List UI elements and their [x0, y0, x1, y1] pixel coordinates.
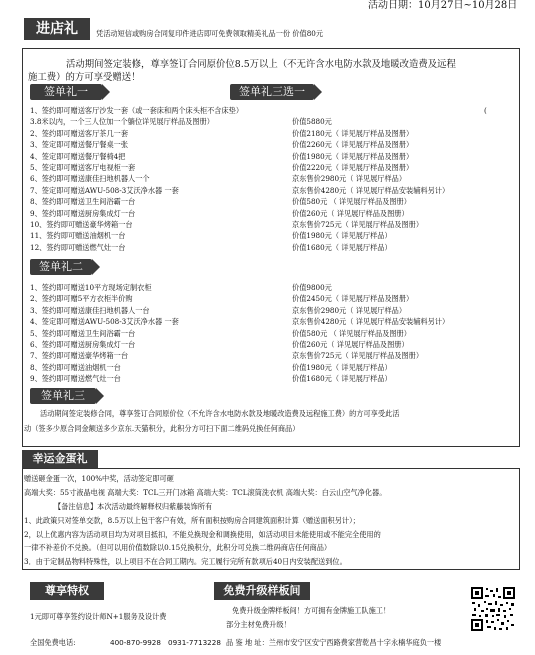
egg-line-1: 赠送砸金蛋一次，100%中奖，活动签定即可砸	[24, 474, 174, 483]
gift-three-tab	[30, 388, 96, 404]
gift-item-value: 京东售价725元（ 详见展厅样品及图册）	[292, 351, 424, 361]
gift-item-text: 2、签约即可赠送客厅茶几一套	[30, 128, 129, 138]
gift-item-text: 1、签约即可赠送客厅沙发一套（或一套床和两个床头柜不含床垫）	[30, 106, 244, 115]
gift-item-value: 价值9800元	[292, 283, 332, 292]
gift-item-text: 7、签约即可赠送豪华烤箱一台	[30, 351, 129, 361]
gift-item-value: 价值580元 （ 详见展厅样品及图册）	[292, 197, 411, 207]
gift-two-tab	[30, 259, 92, 275]
footer-phone-label: 全国免费电话:	[30, 638, 76, 647]
upgrade-line-1: 免费升级金牌样板间！方可拥有金牌施工队施工！	[232, 606, 391, 615]
gift-item-value: 价值2260元（ 详见展厅样品及图册）	[292, 140, 414, 150]
gift-item-value: 价值2220元（ 详见展厅样品及图册）	[292, 163, 414, 172]
gift-item-text: 3.8米以内，一个三人位加一个躺位详见展厅样品及图册）	[30, 117, 214, 127]
entry-gift-text: 凭活动短信或购房合同复印件进店即可免费领取精美礼品一份 价值80元	[96, 29, 324, 38]
date-banner	[360, 0, 535, 12]
gift-item-text: 4、签定即可赠送AWU-508-3艾沃净水器 一套	[30, 317, 179, 327]
gift-item-value: 价值1680元（ 详见展厅样品）	[292, 242, 392, 252]
gift-one-tab	[30, 84, 102, 100]
gift-item-value: 价值1980元（ 详见展厅样品及图册）	[292, 151, 414, 161]
upgrade-tab	[214, 582, 310, 600]
gift-item-value: 京东售价4280元（ 详见展厅样品安装辅料另计）	[292, 317, 450, 327]
gift-three-text-2: 动（签多少原合同金额送多少京东.天猫积分，此积分方可扫下面二维码兑换任何商品）	[24, 424, 300, 433]
gift-item-text: 9、签约即可赠送厨房集成灯一台	[30, 208, 136, 218]
gift-item-value: 京东售价2980元（ 详见展厅样品）	[292, 305, 407, 315]
egg-line-2: 高端大奖：55寸液晶电视 高端大奖：TCL三开门冰箱 高端大奖：TCL滚筒洗衣机 高端大奖：白云山空气净化器。	[24, 488, 387, 497]
gift-item-value: 价值1980元（ 详见展厅样品）	[292, 231, 392, 241]
gift-item-text: 6、签约即可赠送康佳扫地机器人一个	[30, 174, 150, 184]
gift-item-text: 1、签约即可赠送10平方现场定制衣柜	[30, 283, 152, 292]
gift-item-text: 11、签约即可赠送油烟机一台	[30, 231, 126, 241]
footer-phone-2: 0931-7713228	[168, 638, 221, 647]
gift-item-value: 价值260元（ 详见展厅样品及图册）	[292, 340, 409, 349]
gift-item-value: 京东售价725元（ 详见展厅样品及图册）	[292, 220, 424, 229]
perk-title: 尊享特权	[45, 584, 89, 597]
gift-item-text: 9、签约即可赠送燃气灶一台	[30, 374, 121, 384]
gift-item-text: 7、签定即可赠送AWU-508-3艾沃净水器 一套	[30, 185, 179, 195]
sign-intro-2: 施工费）的方可享受赠送！	[28, 72, 141, 83]
gift-item-value: 价值1680元（ 详见展厅样品）	[292, 374, 392, 384]
lucky-egg-tab	[22, 450, 98, 468]
qr-code-image	[470, 586, 516, 632]
gift-item-value: 价值5880元	[292, 117, 332, 127]
gift-choose-title: 签单礼三选一	[239, 85, 305, 98]
gift-three-title: 签单礼三	[41, 389, 85, 402]
footer-address: 品 鉴 地 址：兰州市安宁区安宁西路费家营乾昌十字永楠华庭负一楼	[226, 638, 442, 647]
gift-item-value: 价值580元 （ 详见展厅样品及图册）	[292, 328, 411, 338]
egg-line-5: 2，以上优惠内容为活动项目均为对项目抵扣，不能兑换现金和调换使用，如活动项目未能使用或不能完全使用的	[24, 530, 381, 539]
gift-item-value: 价值2450元（ 详见展厅样品及图册）	[292, 294, 414, 304]
gift-item-text: 5、签定即可赠送客厅电视柜一套	[30, 163, 136, 172]
paren-mark: (	[484, 106, 487, 115]
gift-three-text-1: 活动期间签定装修合同，尊享签订合同原价位（不允许含水电防水款及地暖改造费及远程施工费）的方可享受此活	[40, 409, 400, 418]
egg-line-6: 一律不补差价不兑换。（但可以用价值数除以0.15兑换积分，此积分可兑换二维码商店任何商品）	[24, 543, 332, 552]
egg-line-3: 【备注信息】本次活动最终解释权归紫藤装饰所有	[54, 502, 213, 511]
gift-one-title: 签单礼一	[44, 85, 88, 98]
gift-choose-tab	[230, 84, 314, 100]
gift-item-text: 8、签约即可赠送卫生间浴霸一台	[30, 197, 136, 207]
gift-item-value: 价值260元（ 详见展厅样品及图册）	[292, 208, 409, 218]
gift-item-text: 12、签约即可赠送燃气灶一台	[30, 242, 126, 252]
entry-gift-title: 进店礼	[36, 21, 78, 37]
upgrade-title: 免费升级样板间	[223, 584, 301, 597]
footer-phone-1: 400-870-9928	[110, 638, 161, 647]
sign-intro-1: 活动期间签定装修，尊享签订合同原价位8.5万以上（不无许含水电防水款及地暖改造费及远程	[66, 59, 456, 70]
gift-item-text: 2、签约即可赠5平方衣柜半价购	[30, 294, 133, 304]
gift-item-text: 6、签约即可赠送厨房集成灯一台	[30, 340, 136, 349]
gift-item-text: 8、签约即可赠送油烟机一台	[30, 362, 121, 372]
gift-two-title: 签单礼二	[39, 260, 83, 273]
gift-item-value: 价值1980元（ 详见展厅样品）	[292, 362, 392, 372]
perk-text: 1元即可尊享签约设计师N+1服务及设计费	[30, 612, 167, 621]
gift-item-text: 5、签约即可赠送卫生间浴霸一台	[30, 328, 136, 338]
perk-tab	[30, 582, 104, 600]
egg-line-7: 3．由于定制品物料特殊性，以上项目不在合同工期内。完工履行完所有款项后40日内安装配送到位。	[24, 557, 347, 566]
egg-line-4: 1、此政策只对签单交款，8.5万以上包干客户有效，所有面积按购房合同建筑面积计算（赠送面积另计）；	[24, 516, 360, 525]
gift-item-text: 10、签约即可赠送豪华烤箱一台	[30, 220, 133, 229]
gift-item-value: 价值2180元（ 详见展厅样品及图册）	[292, 128, 414, 138]
entry-gift-tab	[24, 18, 90, 40]
gift-item-text: 4、签定即可赠送餐厅餐椅4把	[30, 151, 126, 161]
date-text: 活动日期：10月27日~10月28日	[368, 0, 518, 11]
lucky-egg-title: 幸运金蛋礼	[32, 452, 88, 465]
gift-item-text: 3、签约即可赠送康佳扫地机器人一台	[30, 305, 150, 315]
gift-item-value: 京东售价2980元（ 详见展厅样品）	[292, 174, 407, 184]
gift-item-text: 3、签定即可赠送餐厅餐桌一张	[30, 140, 129, 150]
upgrade-line-2: 部分主材免费升级！	[226, 620, 291, 629]
gift-item-value: 京东售价4280元（ 详见展厅样品安装辅料另计）	[292, 185, 450, 195]
